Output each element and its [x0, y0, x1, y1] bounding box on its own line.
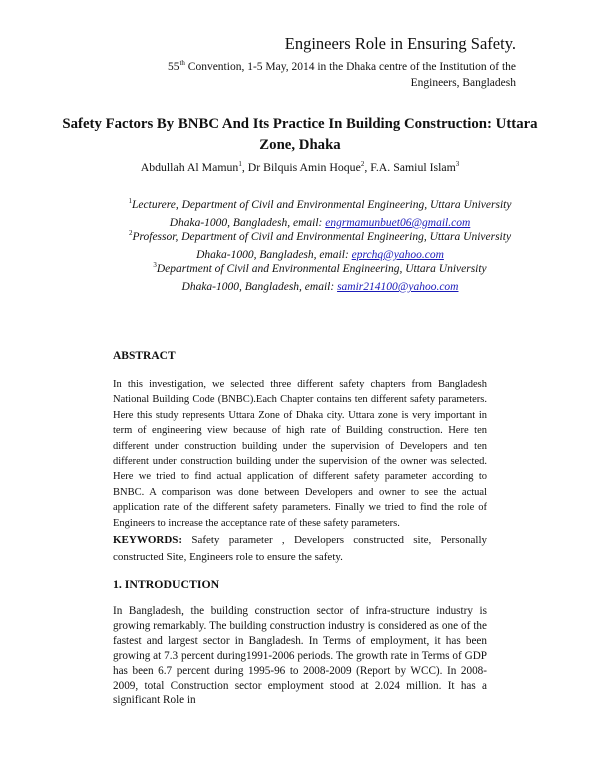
- abstract-heading: ABSTRACT: [113, 350, 176, 362]
- author-name: Abdullah Al Mamun: [140, 160, 239, 174]
- author-name: Dr Bilquis Amin Hoque: [247, 160, 361, 174]
- author-sup: 1: [238, 160, 242, 169]
- keywords: [113, 532, 487, 566]
- affiliation-line: Professor, Department of Civil and Environmental Engineering, Uttara University: [132, 230, 512, 243]
- author-name: F.A. Samiul Islam: [370, 160, 456, 174]
- affiliation-line: Lecturere, Department of Civil and Environmental Engineering, Uttara University: [132, 198, 512, 211]
- convention-number: 55: [167, 60, 180, 73]
- affiliation-line: Dhaka-1000, Bangladesh, email:: [169, 216, 326, 229]
- email-link[interactable]: eprchq@yahoo.com: [351, 248, 444, 261]
- running-header-title: Engineers Role in Ensuring Safety.: [284, 34, 516, 53]
- abstract-text: In this investigation, we selected three different safety chapters from Bangladesh National Building Code (BNBC).Each Chapter contains ten different safety parameters. Here this study represents Uttara Zone of Dhaka city. Uttara zone is very important in term of engineering view because of high rate of Building construction. Here ten different under construction building under the supervision of Developers and ten different under construction building under the supervision of the owner was selected. Here we tried to find actual application of different safety parameter according to BNBC. A comparison was done between Developers and owner to see the actual application rate of the different safety parameters. Finally we tried to find the role of Engineers to increase the acceptance rate of these safety parameters.: [113, 379, 487, 529]
- affiliation-sup: 1: [128, 197, 133, 205]
- affiliation-sup: 2: [128, 229, 133, 237]
- convention-details: Convention, 1-5 May, 2014 in the Dhaka centre of the Institution of the Engineers, Bangladesh: [184, 60, 516, 89]
- introduction-text: In Bangladesh, the building construction sector of infra-structure industry is growing remarkably. The building construction industry is considered as one of the fastest and largest sector in Bangladesh. In Terms of employment, it has been growing at 7.3 percent during1991-2006 periods. The growth rate in Terms of GDP has been 6.7 percent during 1995-96 to 2008-2009 (Report by WCC). In 2008-2009, total Construction sector employment stood at 2.024 million. It has a significant Role in: [113, 605, 487, 707]
- convention-info: [136, 55, 516, 91]
- author-sup: 2: [360, 160, 365, 169]
- email-link[interactable]: samir214100@yahoo.com: [337, 280, 459, 293]
- convention-number-suffix: th: [179, 59, 185, 67]
- paper-title: Safety Factors By BNBC And Its Practice In Building Construction: Uttara Zone, Dhaka: [62, 116, 538, 153]
- author-list: Abdullah Al Mamun$^1$, Dr Bilquis Amin Hoque$^2$, F.A. Samiul Islam$^3$: [140, 160, 460, 174]
- affiliation-line: Department of Civil and Environmental Engineering, Uttara University: [156, 262, 487, 275]
- affiliation-line: Dhaka-1000, Bangladesh, email:: [196, 248, 352, 261]
- keywords-text: Safety parameter , Developers constructed site, Personally constructed Site, Engineers role to ensure the safety.: [113, 534, 487, 563]
- email-link[interactable]: engrmamunbuet06@gmail.com: [325, 216, 471, 229]
- affiliation-sup: 3: [153, 261, 157, 269]
- affiliation-line: Dhaka-1000, Bangladesh, email:: [181, 280, 338, 293]
- keywords-label: KEYWORDS:: [113, 534, 183, 546]
- introduction-heading: 1. INTRODUCTION: [113, 577, 220, 591]
- affiliation-3: [100, 256, 540, 296]
- author-sup: 3: [455, 160, 460, 169]
